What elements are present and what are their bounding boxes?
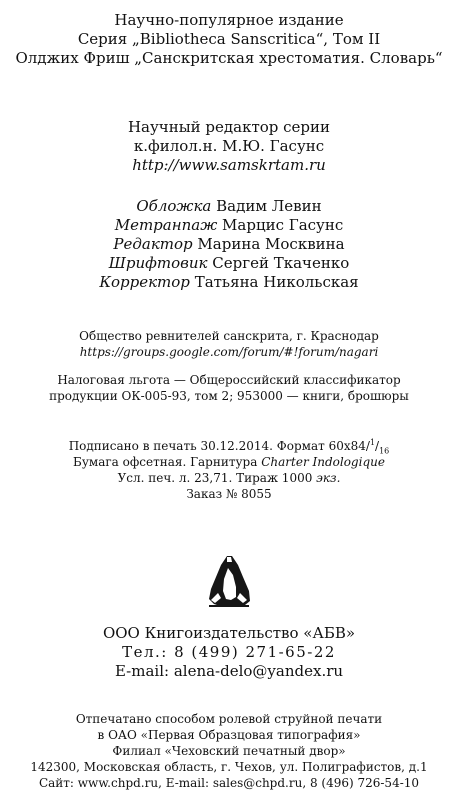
credit-line-font <box>0 254 458 273</box>
publisher-name: ООО Книгоиздательство «АБВ» <box>102 624 356 642</box>
series-editor-name: к.филол.н. М.Ю. Гасунс <box>133 137 325 155</box>
society-name: Общество ревнителей санскрита, г. Краснодар <box>79 329 379 343</box>
header-block <box>0 11 458 68</box>
credit-role: Метранпаж <box>114 216 218 234</box>
series-editor-title: Научный редактор серии <box>127 118 331 136</box>
print-info-line-1: Подписано в печать 30.12.2014. Формат $60x84/^1/_{16}$ <box>68 438 390 456</box>
print-info-line-2: Бумага офсетная. Гарнитура Charter Indologique <box>73 455 385 469</box>
credit-name: Сергей Ткаченко <box>212 254 350 272</box>
credit-name: Вадим Левин <box>216 197 322 215</box>
copies-unit: экз. <box>316 471 341 485</box>
publisher-email-link[interactable]: E-mail: alena-delo@yandex.ru <box>114 662 344 680</box>
tax-line-2: продукции ОК-005-93, том 2; 953000 — книги, брошюры <box>49 389 409 403</box>
order-number: Заказ № 8055 <box>186 487 272 501</box>
print-info-line-3: Усл. печ. л. 23,71. Тираж 1000 экз. <box>117 471 341 485</box>
credit-role: Редактор <box>113 235 193 253</box>
credits-block <box>0 197 458 292</box>
publisher-block <box>0 624 458 681</box>
tax-block <box>0 372 458 404</box>
credit-name: Марина Москвина <box>197 235 345 253</box>
credit-line-cover <box>0 197 458 216</box>
credit-role: Корректор <box>99 273 190 291</box>
printer-block <box>0 711 458 791</box>
format-denominator: 16 <box>379 446 390 456</box>
credit-line-layout <box>0 216 458 235</box>
credit-line-proofreader <box>0 273 458 292</box>
printer-line-1: Отпечатано способом ролевой струйной печати <box>75 712 383 726</box>
credit-name: Татьяна Никольская <box>194 273 359 291</box>
credit-role: Шрифтовик <box>108 254 208 272</box>
format-numerator: 1 <box>369 438 376 447</box>
publisher-phone: Тел.: 8 (499) 271-65-22 <box>122 643 336 661</box>
printer-line-3: Филиал «Чеховский печатный двор» <box>112 744 346 758</box>
header-line-2: Серия „Bibliotheca Sanscritica“, Том II <box>77 30 381 48</box>
typeface-name: Charter Indologique <box>261 455 385 469</box>
printer-line-2: в ОАО «Первая Образцовая типография» <box>97 728 361 742</box>
series-editor-site-link[interactable]: http://www.samskrtam.ru <box>132 156 326 174</box>
print-info-block <box>0 438 458 502</box>
series-editor-block <box>0 118 458 175</box>
header-line-3: Олджих Фриш „Санскритская хрестоматия. Словарь“ <box>15 49 443 67</box>
header-line-1: Научно-популярное издание <box>114 11 344 29</box>
printer-address: 142300, Московская область, г. Чехов, ул. Полиграфистов, д.1 <box>30 760 428 774</box>
penguin-mascot-icon <box>205 553 253 609</box>
credit-line-editor <box>0 235 458 254</box>
tax-line-1: Налоговая льгота — Общероссийский классификатор <box>57 373 401 387</box>
credit-name: Марцис Гасунс <box>222 216 344 234</box>
printer-contacts: Сайт: www.chpd.ru, E-mail: sales@chpd.ru, 8 (496) 726-54-10 <box>38 776 420 790</box>
credit-role: Обложка <box>136 197 212 215</box>
society-url-link[interactable]: https://groups.google.com/forum/#!forum/nagari <box>79 345 379 359</box>
society-block <box>0 328 458 360</box>
